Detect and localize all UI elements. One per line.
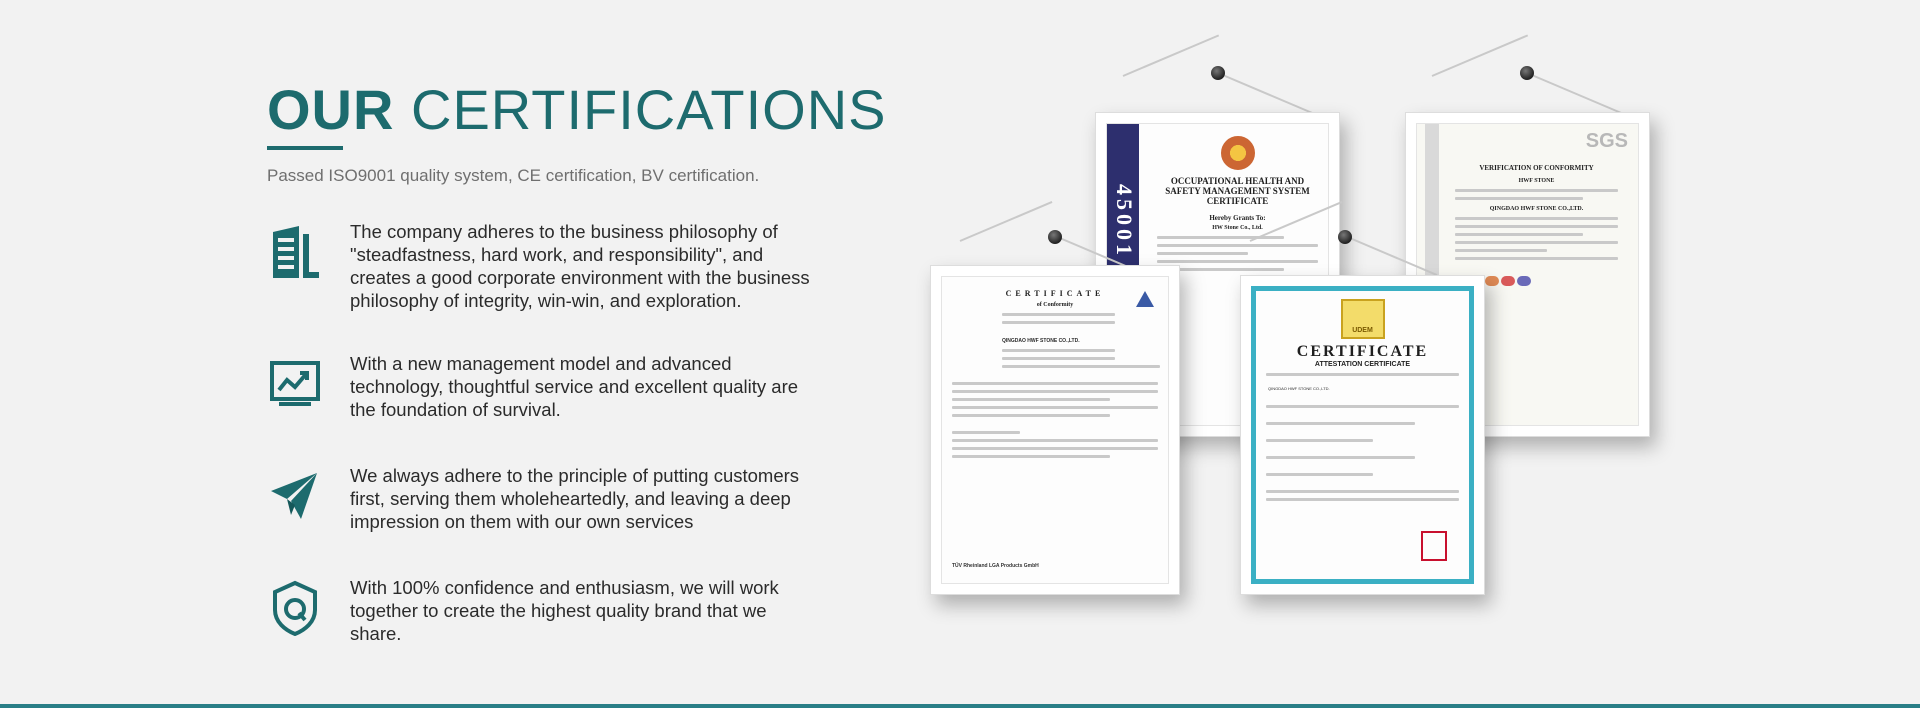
feature-item	[267, 352, 867, 432]
feature-text: The company adheres to the business philosophy of "steadfastness, hard work, and responsibility", and creates a good corporate environment with the business philosophy of integrity, win-win, and exploration.	[350, 221, 810, 311]
feature-text: With a new management model and advanced technology, thoughtful service and excellent quality are the foundation of survival.	[350, 353, 799, 420]
certifications-intro	[267, 78, 887, 688]
certificate-company: HWF STONE	[1518, 178, 1555, 184]
certificate-title: CERTIFICATE	[1005, 289, 1105, 298]
ohsms-seal-icon	[1221, 136, 1255, 170]
certificate-paper	[1251, 286, 1474, 584]
side-number: 45001	[1112, 184, 1137, 259]
feature-list	[267, 220, 867, 656]
udem-seal-icon	[1421, 531, 1447, 561]
certificate-subtitle: of Conformity	[1036, 302, 1074, 308]
certificate-granted: Hereby Grants To:	[1209, 214, 1266, 222]
feature-item	[267, 464, 867, 544]
section-subtitle: Passed ISO9001 quality system, CE certification, BV certification.	[267, 166, 760, 185]
hanging-string	[1432, 34, 1529, 76]
hanging-string	[1123, 34, 1220, 76]
hanging-string	[1218, 72, 1315, 114]
certificate-title: OCCUPATIONAL HEALTH AND SAFETY MANAGEMENT SYSTEM CERTIFICATE	[1165, 176, 1310, 206]
certificate-company-full: QINGDAO HWF STONE CO.,LTD.	[1489, 206, 1584, 212]
certificate-company: HW Stone Co., Ltd.	[1212, 225, 1263, 231]
bottom-accent-bar	[0, 704, 1920, 708]
feature-text: We always adhere to the principle of putting customers first, serving them wholeheartedly, and leaving a deep impression on them with our own services	[350, 465, 800, 532]
feature-text: With 100% confidence and enthusiasm, we will work together to create the highest quality brand that we share.	[350, 577, 779, 644]
paper-plane-icon	[267, 468, 323, 524]
title-bold: OUR	[267, 78, 395, 141]
certificate-footer: TÜV Rheinland LGA Products GmbH	[952, 563, 1039, 569]
shield-q-icon	[267, 580, 323, 636]
hanging-string	[960, 201, 1053, 242]
pin-icon	[1520, 66, 1534, 80]
sgs-logo: SGS	[1585, 130, 1628, 152]
certificate-title: CERTIFICATE	[1296, 343, 1429, 360]
certificate-company: QINGDAO HWF STONE CO.,LTD.	[1268, 386, 1330, 391]
building-icon	[267, 224, 323, 280]
feature-item	[267, 576, 867, 656]
udem-logo: UDEM	[1341, 299, 1385, 339]
title-light: CERTIFICATIONS	[411, 78, 887, 141]
certificate-gallery	[920, 50, 1680, 650]
chart-icon	[267, 356, 323, 412]
hanging-string	[1527, 72, 1624, 114]
feature-item	[267, 220, 867, 320]
certificate-paper	[941, 276, 1169, 584]
certificate-holder: QINGDAO HWF STONE CO.,LTD.	[1002, 338, 1080, 344]
certificate-subtitle: ATTESTATION CERTIFICATE	[1314, 361, 1411, 368]
section-title	[267, 78, 887, 141]
certificate-title: VERIFICATION OF CONFORMITY	[1479, 164, 1594, 172]
certificate-udem	[1240, 275, 1485, 595]
pin-icon	[1048, 230, 1062, 244]
pin-icon	[1338, 230, 1352, 244]
certificate-tuv	[930, 265, 1180, 595]
tuv-triangle-icon	[1136, 291, 1154, 307]
pin-icon	[1211, 66, 1225, 80]
